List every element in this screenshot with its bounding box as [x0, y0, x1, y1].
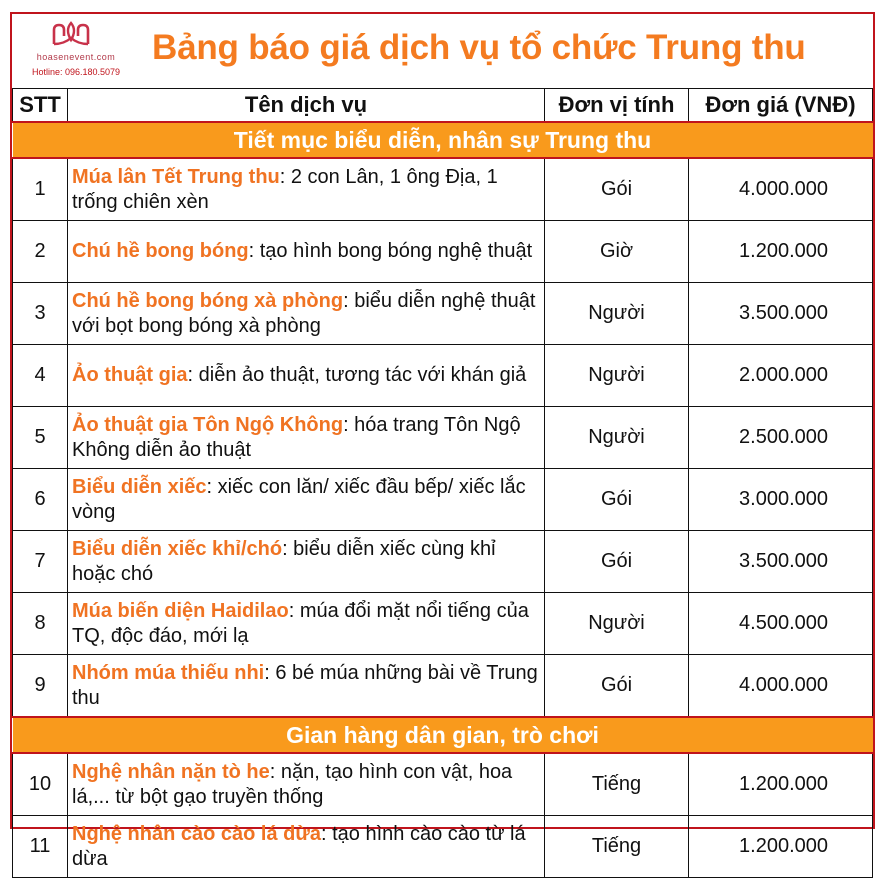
table-row: [13, 158, 873, 221]
cell-stt: 7: [13, 531, 68, 593]
cell-unit: Gói: [545, 469, 689, 531]
cell-name: [68, 407, 545, 469]
lotus-logo-icon: [50, 20, 92, 48]
header-name: Tên dịch vụ: [68, 89, 545, 123]
service-name: Múa biến diện Haidilao: [72, 599, 289, 622]
cell-stt: 1: [13, 158, 68, 221]
service-name: Nghệ nhân nặn tò he: [72, 760, 270, 783]
cell-price: 3.500.000: [689, 531, 873, 593]
cell-name: [68, 345, 545, 407]
cell-price: 3.500.000: [689, 283, 873, 345]
cell-unit: Gói: [545, 158, 689, 221]
service-name: Ảo thuật gia: [72, 364, 188, 386]
table-row: [13, 816, 873, 878]
service-desc: : 2 con Lân, 1 ông Địa, 1 trống chiên xèn: [72, 165, 498, 213]
cell-name: [68, 531, 545, 593]
cell-unit: Gói: [545, 655, 689, 718]
cell-price: 1.200.000: [689, 753, 873, 816]
service-desc: : xiếc con lăn/ xiếc đầu bếp/ xiếc lắc vòng: [72, 475, 526, 523]
brand-hotline: Hotline: 096.180.5079: [31, 67, 121, 77]
cell-stt: 4: [13, 345, 68, 407]
service-desc: : biểu diễn xiếc cùng khỉ hoặc chó: [72, 537, 496, 585]
cell-stt: 6: [13, 469, 68, 531]
cell-stt: 10: [13, 753, 68, 816]
section-title: Gian hàng dân gian, trò chơi: [13, 717, 873, 753]
table-row: [13, 531, 873, 593]
table-row: [13, 469, 873, 531]
cell-name: [68, 158, 545, 221]
page-title: Bảng báo giá dịch vụ tổ chức Trung thu: [152, 28, 806, 67]
cell-price: 3.000.000: [689, 469, 873, 531]
header-unit: Đơn vị tính: [545, 89, 689, 123]
cell-stt: 5: [13, 407, 68, 469]
cell-price: 1.200.000: [689, 221, 873, 283]
service-name: Nghệ nhân cào cào lá dừa: [72, 822, 321, 845]
cell-name: [68, 283, 545, 345]
service-name: Chú hề bong bóng xà phòng: [72, 289, 344, 312]
cell-price: 4.000.000: [689, 158, 873, 221]
section-header: [13, 717, 873, 753]
table-row: [13, 407, 873, 469]
service-name: Nhóm múa thiếu nhi: [72, 661, 265, 684]
service-desc: : múa đổi mặt nổi tiếng của TQ, độc đáo, mới lạ: [72, 599, 529, 647]
service-name: Biểu diễn xiếc: [72, 475, 207, 498]
cell-name: [68, 816, 545, 878]
table-row: [13, 593, 873, 655]
cell-price: 4.500.000: [689, 593, 873, 655]
cell-unit: Người: [545, 593, 689, 655]
service-name: Chú hề bong bóng: [72, 240, 249, 262]
cell-name: [68, 469, 545, 531]
table-row: [13, 345, 873, 407]
cell-name: [68, 593, 545, 655]
cell-price: 2.000.000: [689, 345, 873, 407]
header-price: Đơn giá (VNĐ): [689, 89, 873, 123]
cell-stt: 8: [13, 593, 68, 655]
price-table: [12, 88, 873, 878]
table-row: [13, 753, 873, 816]
cell-name: [68, 655, 545, 718]
service-name: Múa lân Tết Trung thu: [72, 165, 280, 188]
service-desc: : nặn, tạo hình con vật, hoa lá,... từ bột gạo truyền thống: [72, 760, 513, 808]
service-desc: : diễn ảo thuật, tương tác với khán giả: [187, 364, 527, 386]
cell-price: 4.000.000: [689, 655, 873, 718]
table-row: [13, 283, 873, 345]
service-desc: : biểu diễn nghệ thuật với bọt bong bóng xà phòng: [72, 289, 536, 337]
cell-unit: Tiếng: [545, 816, 689, 878]
section-header: [13, 122, 873, 158]
cell-unit: Giờ: [545, 221, 689, 283]
cell-name: [68, 221, 545, 283]
cell-stt: 2: [13, 221, 68, 283]
service-name: Ảo thuật gia Tôn Ngộ Không: [72, 413, 344, 436]
cell-unit: Người: [545, 283, 689, 345]
header-stt: STT: [13, 89, 68, 123]
service-name: Biểu diễn xiếc khỉ/chó: [72, 537, 283, 560]
cell-price: 2.500.000: [689, 407, 873, 469]
cell-price: 1.200.000: [689, 816, 873, 878]
cell-unit: Tiếng: [545, 753, 689, 816]
cell-stt: 9: [13, 655, 68, 718]
cell-stt: 11: [13, 816, 68, 878]
brand-block: [12, 14, 140, 86]
cell-name: [68, 753, 545, 816]
table-row: [13, 655, 873, 718]
cell-unit: Gói: [545, 531, 689, 593]
section-title: Tiết mục biểu diễn, nhân sự Trung thu: [13, 122, 873, 158]
service-desc: : tạo hình bong bóng nghệ thuật: [248, 240, 533, 262]
service-desc: : 6 bé múa những bài về Trung thu: [72, 661, 538, 709]
table-row: [13, 221, 873, 283]
brand-site: hoasenevent.com: [36, 52, 116, 62]
table-header-row: [13, 89, 873, 123]
cell-unit: Người: [545, 407, 689, 469]
price-sheet: [10, 12, 875, 870]
cell-unit: Người: [545, 345, 689, 407]
service-desc: : hóa trang Tôn Ngộ Không diễn ảo thuật: [72, 413, 521, 461]
service-desc: : tạo hình cào cào từ lá dừa: [72, 822, 526, 870]
cell-stt: 3: [13, 283, 68, 345]
